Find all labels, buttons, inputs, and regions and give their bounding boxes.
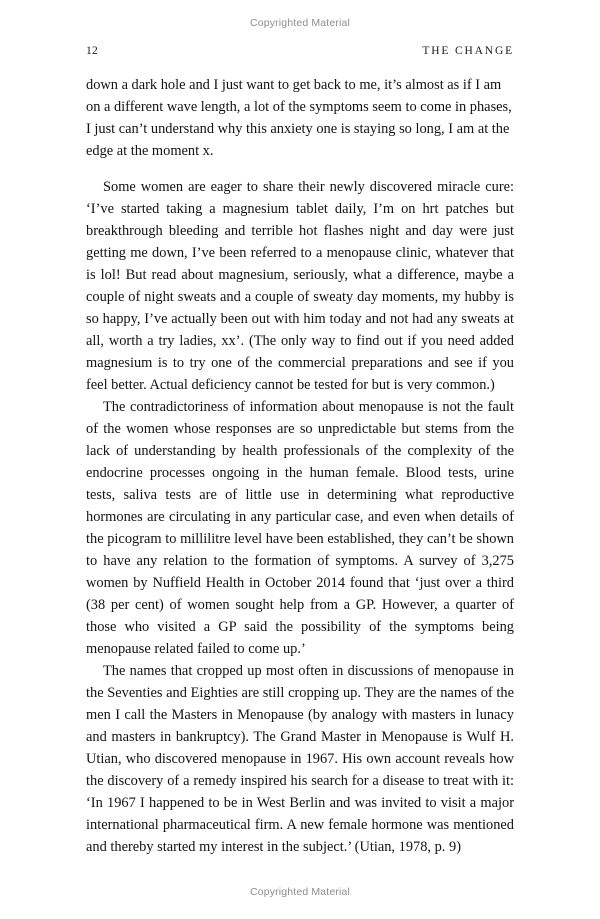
blockquote [86,74,514,162]
blockquote-text: down a dark hole and I just want to get back to me, it’s almost as if I am on a different wave length, a lot of the symptoms seem to come in phases, I just can’t understand why this anxiety one is staying so long, I am at the edge at the moment x. [86,77,512,159]
paragraph-3: The names that cropped up most often in discussions of menopause in the Seventies and Eighties are still cropping up. They are the names of the men I call the Masters in Menopause (by analogy with masters in lunacy and masters in bankruptcy). The Grand Master in Menopause is Wulf H. Utian, who discovered menopause in 1967. His own account reveals how the discovery of a remedy inspired his search for a disease to treat with it: ‘In 1967 I happened to be in West Berlin and was invited to visit a major international pharmaceutical firm. A new female hormone was mentioned and thereby started my interest in the subject.’ (Utian, 1978, p. 9) [86,663,514,855]
copyright-watermark-bottom: Copyrighted Material [250,886,350,898]
paragraph-1: Some women are eager to share their newly discovered miracle cure: ‘I’ve started taking a magnesium tablet daily, I’m on hrt patches but breakthrough bleeding and terrible hot flashes night and day were just getting me down, I’ve been referred to a menopause clinic, whatever that is lol! But read about magnesium, seriously, what a difference, maybe a couple of night sweats and a couple of sweaty day moments, my hubby is so happy, I’ve actually been out with him today and not had any sweats at all, worth a try ladies, xx’. (The only way to find out if you need added magnesium is to try one of the commercial preparations and see if you feel better. Actual deficiency cannot be tested for but is very common.) [86,179,514,393]
text-block [86,74,514,858]
running-head [86,45,514,57]
paragraph-2: The contradictoriness of information about menopause is not the fault of the women whose responses are so unpredictable but stems from the lack of understanding by health professionals of the complexity of the endocrine processes ongoing in the human female. Blood tests, urine tests, saliva tests are of little use in determining what reproductive hormones are circulating in any particular case, and even when details of the picogram to millilitre level have been established, they can’t be shown to have any relation to the formation of symptoms. A survey of 3,275 women by Nuffield Health in October 2014 found that ‘just over a third (38 per cent) of women sought help from a GP. However, a quarter of those who visited a GP said the possibility of the symptoms being menopause related failed to come up.’ [86,399,514,657]
book-title-header: THE CHANGE [422,45,514,57]
body-text [86,176,514,858]
copyright-watermark-top: Copyrighted Material [250,17,350,29]
page-number: 12 [86,45,99,57]
